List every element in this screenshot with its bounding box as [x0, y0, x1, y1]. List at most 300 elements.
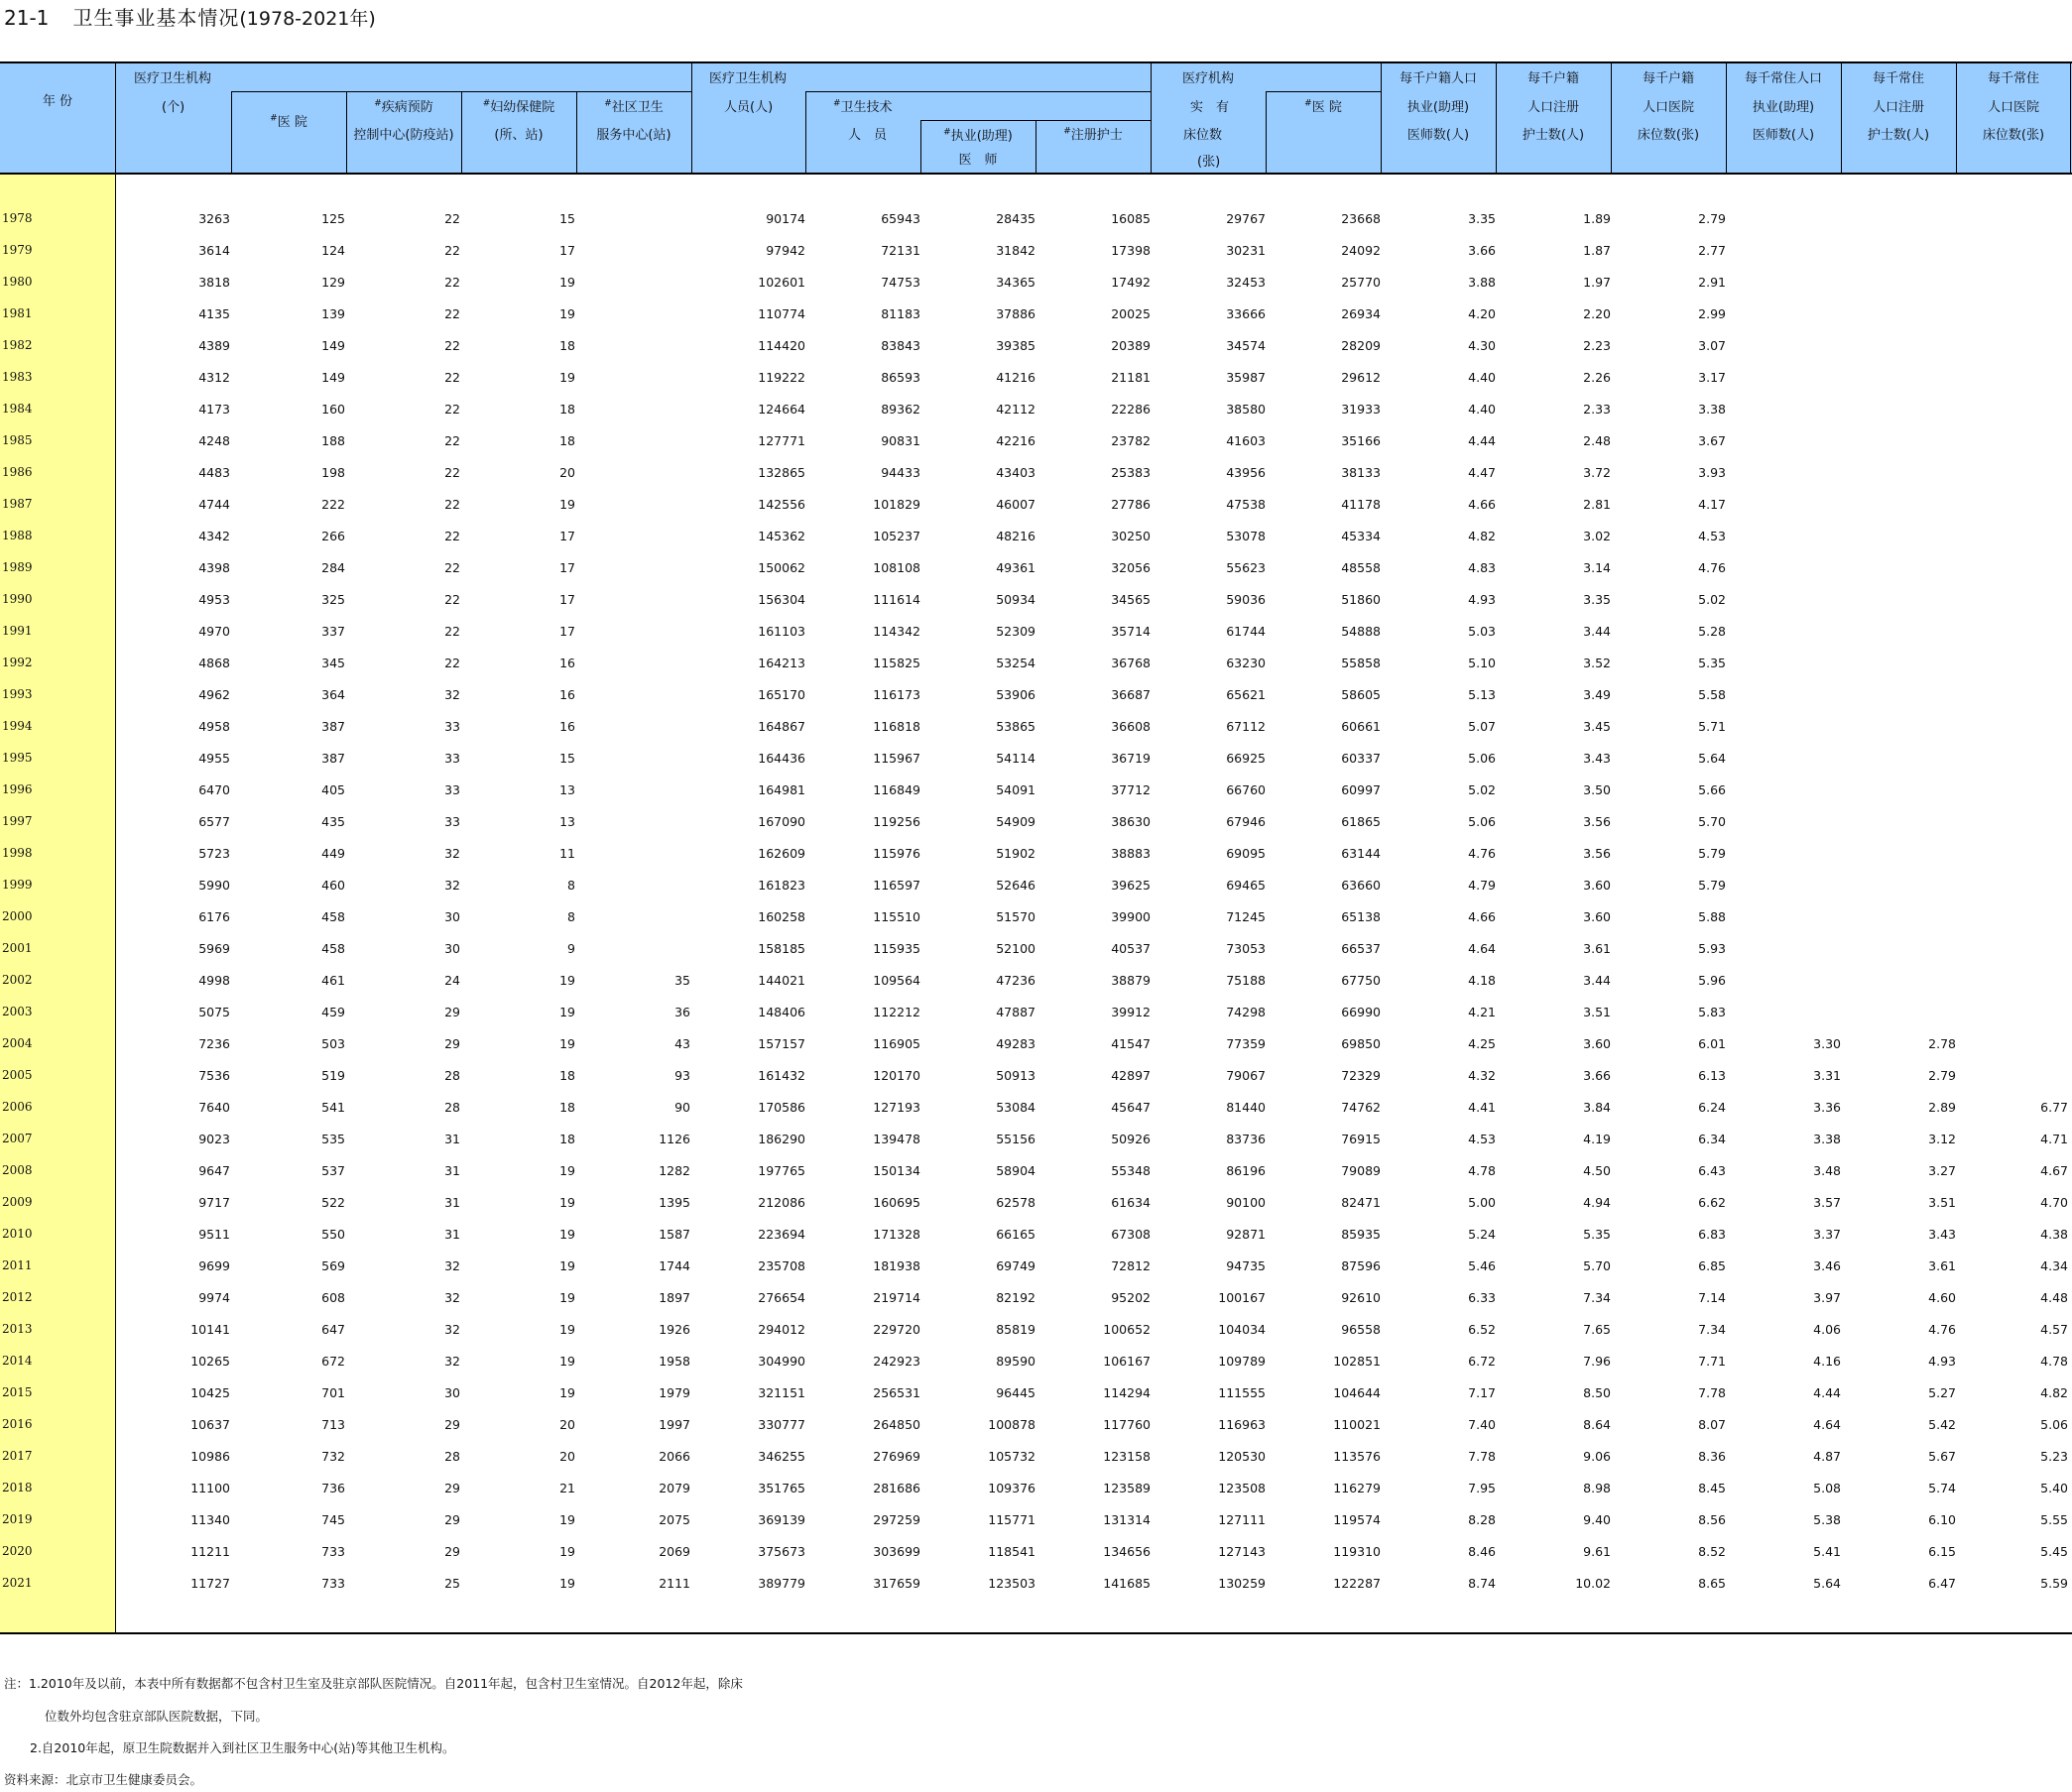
- table-cell: 30: [444, 941, 460, 956]
- table-cell: 66925: [1226, 751, 1266, 766]
- table-cell: 158185: [758, 941, 805, 956]
- table-cell: 4.66: [1468, 497, 1496, 512]
- table-cell: 17: [559, 592, 575, 607]
- row-year: 1991: [2, 624, 33, 638]
- row-year: 1983: [2, 370, 33, 384]
- table-cell: 1395: [659, 1195, 690, 1210]
- table-cell: 94735: [1226, 1258, 1266, 1273]
- table-cell: 2.26: [1583, 370, 1611, 385]
- table-cell: 38630: [1111, 814, 1151, 829]
- table-cell: 32: [444, 1322, 460, 1337]
- table-cell: 5.23: [2040, 1449, 2068, 1464]
- table-cell: 20: [559, 465, 575, 480]
- row-year: 1994: [2, 719, 33, 733]
- table-cell: 34574: [1226, 338, 1266, 353]
- row-year: 2014: [2, 1354, 33, 1368]
- table-cell: 36608: [1111, 719, 1151, 734]
- table-cell: 72329: [1341, 1068, 1381, 1083]
- table-cell: 117760: [1103, 1417, 1151, 1432]
- table-cell: 9: [567, 941, 575, 956]
- header-res-beds-per-1000-line2: 人口医院: [1987, 100, 2039, 115]
- table-cell: 161823: [758, 878, 805, 893]
- table-cell: 5.88: [1698, 909, 1726, 924]
- table-cell: 90174: [766, 211, 805, 226]
- table-cell: 29767: [1226, 211, 1266, 226]
- table-cell: 5.46: [1468, 1258, 1496, 1273]
- table-cell: 16: [559, 719, 575, 734]
- table-cell: 18: [559, 1068, 575, 1083]
- table-cell: 9.61: [1583, 1544, 1611, 1559]
- table-cell: 5.55: [2040, 1512, 2068, 1527]
- table-cell: 6577: [198, 814, 230, 829]
- header-res-doctors-per-1000: 每千常住人口: [1744, 71, 1822, 86]
- table-cell: 9.06: [1583, 1449, 1611, 1464]
- table-cell: 8.07: [1698, 1417, 1726, 1432]
- row-year: 2009: [2, 1195, 33, 1209]
- table-cell: 74298: [1226, 1005, 1266, 1019]
- table-cell: 4.94: [1583, 1195, 1611, 1210]
- table-cell: 60661: [1341, 719, 1381, 734]
- table-cell: 229720: [873, 1322, 920, 1337]
- table-cell: 5.79: [1698, 878, 1726, 893]
- table-cell: 242923: [873, 1354, 920, 1369]
- table-cell: 72812: [1111, 1258, 1151, 1273]
- table-cell: 131314: [1103, 1512, 1151, 1527]
- table-cell: 30: [444, 909, 460, 924]
- table-cell: 3.61: [1583, 941, 1611, 956]
- table-cell: 345: [321, 656, 345, 670]
- table-cell: 458: [321, 941, 345, 956]
- table-cell: 36: [674, 1005, 690, 1019]
- table-cell: 4389: [198, 338, 230, 353]
- table-cell: 30250: [1111, 529, 1151, 543]
- table-cell: 35166: [1341, 433, 1381, 448]
- table-cell: 4.78: [1468, 1163, 1496, 1178]
- table-cell: 25: [444, 1576, 460, 1591]
- row-year: 2013: [2, 1322, 33, 1336]
- table-cell: 139: [321, 306, 345, 321]
- table-cell: 4.47: [1468, 465, 1496, 480]
- table-cell: 144021: [758, 973, 805, 988]
- table-cell: 4483: [198, 465, 230, 480]
- table-cell: 60997: [1341, 782, 1381, 797]
- header-staff: 医疗卫生机构: [709, 71, 788, 86]
- table-cell: 120530: [1218, 1449, 1266, 1464]
- table-cell: 170586: [758, 1100, 805, 1115]
- table-cell: 5.83: [1698, 1005, 1726, 1019]
- table-cell: 92610: [1341, 1290, 1381, 1305]
- table-cell: 2.89: [1928, 1100, 1956, 1115]
- table-cell: 4.53: [1698, 529, 1726, 543]
- table-cell: 4.50: [1583, 1163, 1611, 1178]
- table-cell: 53906: [996, 687, 1036, 702]
- table-cell: 116849: [873, 782, 920, 797]
- footnote-2: 2.自2010年起，原卫生院数据并入到社区卫生服务中心(站)等其他卫生机构。: [30, 1740, 455, 1755]
- table-cell: 150134: [873, 1163, 920, 1178]
- table-cell: 304990: [758, 1354, 805, 1369]
- table-cell: 18: [559, 433, 575, 448]
- table-cell: 116963: [1218, 1417, 1266, 1432]
- table-cell: 3.97: [1813, 1290, 1841, 1305]
- table-cell: 54091: [996, 782, 1036, 797]
- table-cell: 85819: [996, 1322, 1036, 1337]
- table-cell: 116905: [873, 1036, 920, 1051]
- table-cell: 22: [444, 529, 460, 543]
- table-cell: 161103: [758, 624, 805, 639]
- table-cell: 36687: [1111, 687, 1151, 702]
- table-cell: 32: [444, 687, 460, 702]
- table-cell: 5.96: [1698, 973, 1726, 988]
- table-cell: 38133: [1341, 465, 1381, 480]
- table-cell: 5990: [198, 878, 230, 893]
- table-cell: 95202: [1111, 1290, 1151, 1305]
- table-cell: 4.76: [1698, 560, 1726, 575]
- table-cell: 86593: [881, 370, 920, 385]
- row-year: 1987: [2, 497, 33, 511]
- table-cell: 31: [444, 1163, 460, 1178]
- table-cell: 24092: [1341, 243, 1381, 258]
- table-cell: 149: [321, 370, 345, 385]
- table-cell: 4.64: [1468, 941, 1496, 956]
- table-cell: 7640: [198, 1100, 230, 1115]
- table-cell: 647: [321, 1322, 345, 1337]
- table-cell: 46007: [996, 497, 1036, 512]
- table-cell: 67112: [1226, 719, 1266, 734]
- table-cell: 19: [559, 370, 575, 385]
- table-cell: 65943: [881, 211, 920, 226]
- row-year: 2021: [2, 1576, 33, 1590]
- table-cell: 3.07: [1698, 338, 1726, 353]
- row-year: 2007: [2, 1132, 33, 1145]
- table-cell: 66760: [1226, 782, 1266, 797]
- table-cell: 22: [444, 433, 460, 448]
- table-cell: 519: [321, 1068, 345, 1083]
- table-cell: 45647: [1111, 1100, 1151, 1115]
- table-cell: 4.40: [1468, 370, 1496, 385]
- table-cell: 71245: [1226, 909, 1266, 924]
- table-cell: 2079: [659, 1481, 690, 1495]
- table-cell: 32056: [1111, 560, 1151, 575]
- table-cell: 171328: [873, 1227, 920, 1242]
- table-cell: 2069: [659, 1544, 690, 1559]
- header-reg-doctors-per-1000: 每千户籍人口: [1399, 71, 1477, 86]
- table-cell: 4342: [198, 529, 230, 543]
- table-cell: 34565: [1111, 592, 1151, 607]
- header-reg-beds-per-1000: 每千户籍: [1642, 71, 1694, 86]
- table-cell: 106167: [1103, 1354, 1151, 1369]
- table-cell: 745: [321, 1512, 345, 1527]
- table-cell: 20025: [1111, 306, 1151, 321]
- table-cell: 4.71: [2040, 1132, 2068, 1146]
- table-cell: 3.44: [1583, 973, 1611, 988]
- table-cell: 2.79: [1698, 211, 1726, 226]
- table-cell: 364: [321, 687, 345, 702]
- header-reg-beds-per-1000-line3: 床位数(张): [1637, 128, 1700, 143]
- table-cell: 7.71: [1698, 1354, 1726, 1369]
- table-cell: 148406: [758, 1005, 805, 1019]
- table-cell: 4.78: [2040, 1354, 2068, 1369]
- table-cell: 116597: [873, 878, 920, 893]
- table-cell: 134656: [1103, 1544, 1151, 1559]
- table-cell: 119222: [758, 370, 805, 385]
- table-cell: 17: [559, 560, 575, 575]
- table-cell: 111555: [1218, 1385, 1266, 1400]
- header-subline-staff: [805, 91, 1151, 92]
- row-year: 1995: [2, 751, 33, 765]
- table-cell: 1126: [659, 1132, 690, 1146]
- table-cell: 63660: [1341, 878, 1381, 893]
- table-cell: 105237: [873, 529, 920, 543]
- table-cell: 19: [559, 1544, 575, 1559]
- table-cell: 32: [444, 878, 460, 893]
- table-cell: 115825: [873, 656, 920, 670]
- table-cell: 32: [444, 1258, 460, 1273]
- table-cell: 41603: [1226, 433, 1266, 448]
- row-year: 1997: [2, 814, 33, 828]
- header-top-border: [0, 61, 2072, 63]
- table-cell: 32: [444, 846, 460, 861]
- table-cell: 130259: [1218, 1576, 1266, 1591]
- table-cell: 5723: [198, 846, 230, 861]
- table-cell: 113576: [1333, 1449, 1381, 1464]
- table-cell: 197765: [758, 1163, 805, 1178]
- data-source: 资料来源：北京市卫生健康委员会。: [4, 1772, 203, 1787]
- table-cell: 100652: [1103, 1322, 1151, 1337]
- table-cell: 50934: [996, 592, 1036, 607]
- table-cell: 54114: [996, 751, 1036, 766]
- table-cell: 2.81: [1583, 497, 1611, 512]
- table-cell: 53254: [996, 656, 1036, 670]
- table-cell: 75188: [1226, 973, 1266, 988]
- table-cell: 3.14: [1583, 560, 1611, 575]
- header-year: 年 份: [42, 94, 73, 109]
- row-year: 2018: [2, 1481, 33, 1494]
- table-cell: 3.12: [1928, 1132, 1956, 1146]
- table-cell: 10.02: [1575, 1576, 1611, 1591]
- table-cell: 6.15: [1928, 1544, 1956, 1559]
- table-cell: 19: [559, 497, 575, 512]
- table-cell: 4.93: [1928, 1354, 1956, 1369]
- table-cell: 21: [559, 1481, 575, 1495]
- table-cell: 6.62: [1698, 1195, 1726, 1210]
- table-cell: 9717: [198, 1195, 230, 1210]
- table-cell: 4.19: [1583, 1132, 1611, 1146]
- table-cell: 165170: [758, 687, 805, 702]
- table-cell: 2.79: [1928, 1068, 1956, 1083]
- table-cell: 461: [321, 973, 345, 988]
- table-cell: 164981: [758, 782, 805, 797]
- table-cell: 90100: [1226, 1195, 1266, 1210]
- table-cell: 186290: [758, 1132, 805, 1146]
- table-cell: 16: [559, 656, 575, 670]
- table-cell: 4.76: [1468, 846, 1496, 861]
- table-cell: 109564: [873, 973, 920, 988]
- table-cell: 24: [444, 973, 460, 988]
- table-cell: 3.46: [1813, 1258, 1841, 1273]
- table-cell: 5.02: [1698, 592, 1726, 607]
- table-cell: 3.38: [1698, 402, 1726, 417]
- table-cell: 2.20: [1583, 306, 1611, 321]
- table-cell: 139478: [873, 1132, 920, 1146]
- table-cell: 387: [321, 751, 345, 766]
- table-cell: 32453: [1226, 275, 1266, 290]
- table-cell: 4.32: [1468, 1068, 1496, 1083]
- table-cell: 4.20: [1468, 306, 1496, 321]
- table-cell: 149: [321, 338, 345, 353]
- table-cell: 92871: [1226, 1227, 1266, 1242]
- table-cell: 39385: [996, 338, 1036, 353]
- table-cell: 22: [444, 243, 460, 258]
- table-cell: 69850: [1341, 1036, 1381, 1051]
- table-cell: 4.40: [1468, 402, 1496, 417]
- table-cell: 67946: [1226, 814, 1266, 829]
- table-cell: 25383: [1111, 465, 1151, 480]
- table-cell: 19: [559, 1195, 575, 1210]
- table-cell: 3.48: [1813, 1163, 1841, 1178]
- table-cell: 1958: [659, 1354, 690, 1369]
- table-cell: 5.10: [1468, 656, 1496, 670]
- table-cell: 6.33: [1468, 1290, 1496, 1305]
- table-cell: 3.56: [1583, 814, 1611, 829]
- table-cell: 33: [444, 814, 460, 829]
- table-cell: 6.85: [1698, 1258, 1726, 1273]
- table-cell: 3.51: [1583, 1005, 1611, 1019]
- table-cell: 66537: [1341, 941, 1381, 956]
- row-year: 1980: [2, 275, 33, 289]
- table-cell: 713: [321, 1417, 345, 1432]
- row-year: 2000: [2, 909, 33, 923]
- table-cell: 235708: [758, 1258, 805, 1273]
- table-cell: 21181: [1111, 370, 1151, 385]
- table-cell: 160: [321, 402, 345, 417]
- header-tech: #卫生技术: [833, 98, 893, 115]
- row-year: 2016: [2, 1417, 33, 1431]
- table-cell: 4868: [198, 656, 230, 670]
- header-reg-doctors-per-1000-line2: 执业(助理): [1406, 100, 1470, 115]
- table-cell: 2.78: [1928, 1036, 1956, 1051]
- table-cell: 19: [559, 1227, 575, 1242]
- table-cell: 51570: [996, 909, 1036, 924]
- table-cell: 72131: [881, 243, 920, 258]
- row-year: 1998: [2, 846, 33, 860]
- table-cell: 115967: [873, 751, 920, 766]
- table-cell: 3.84: [1583, 1100, 1611, 1115]
- table-cell: 31: [444, 1132, 460, 1146]
- table-cell: 31: [444, 1195, 460, 1210]
- row-year: 1989: [2, 560, 33, 574]
- table-cell: 4.70: [2040, 1195, 2068, 1210]
- table-cell: 22: [444, 338, 460, 353]
- table-cell: 29: [444, 1005, 460, 1019]
- table-cell: 9974: [198, 1290, 230, 1305]
- table-cell: 5.71: [1698, 719, 1726, 734]
- table-cell: 47236: [996, 973, 1036, 988]
- table-cell: 38883: [1111, 846, 1151, 861]
- table-cell: 3.67: [1698, 433, 1726, 448]
- table-cell: 3614: [198, 243, 230, 258]
- row-year: 2012: [2, 1290, 33, 1304]
- table-cell: 3.72: [1583, 465, 1611, 480]
- table-cell: 124664: [758, 402, 805, 417]
- table-cell: 83736: [1226, 1132, 1266, 1146]
- table-cell: 3818: [198, 275, 230, 290]
- table-cell: 115976: [873, 846, 920, 861]
- table-cell: 102601: [758, 275, 805, 290]
- table-cell: 49361: [996, 560, 1036, 575]
- table-cell: 82192: [996, 1290, 1036, 1305]
- table-cell: 4.21: [1468, 1005, 1496, 1019]
- table-cell: 127193: [873, 1100, 920, 1115]
- table-cell: 733: [321, 1576, 345, 1591]
- table-cell: 387: [321, 719, 345, 734]
- row-year: 2003: [2, 1005, 33, 1018]
- row-year: 2004: [2, 1036, 33, 1050]
- table-cell: 297259: [873, 1512, 920, 1527]
- header-res-nurses-per-1000-line3: 护士数(人): [1867, 128, 1930, 143]
- table-cell: 181938: [873, 1258, 920, 1273]
- table-cell: 330777: [758, 1417, 805, 1432]
- table-cell: 35: [674, 973, 690, 988]
- table-cell: 222: [321, 497, 345, 512]
- table-cell: 701: [321, 1385, 345, 1400]
- table-cell: 55858: [1341, 656, 1381, 670]
- table-cell: 4.57: [2040, 1322, 2068, 1337]
- row-year: 2019: [2, 1512, 33, 1526]
- table-cell: 81440: [1226, 1100, 1266, 1115]
- table-cell: 127771: [758, 433, 805, 448]
- table-cell: 123508: [1218, 1481, 1266, 1495]
- table-cell: 55623: [1226, 560, 1266, 575]
- table-cell: 7.78: [1698, 1385, 1726, 1400]
- table-cell: 38879: [1111, 973, 1151, 988]
- table-cell: 375673: [758, 1544, 805, 1559]
- table-cell: 5.70: [1583, 1258, 1611, 1273]
- table-cell: 6.72: [1468, 1354, 1496, 1369]
- table-cell: 10425: [190, 1385, 230, 1400]
- table-cell: 94433: [881, 465, 920, 480]
- table-cell: 8.64: [1583, 1417, 1611, 1432]
- table-cell: 10986: [190, 1449, 230, 1464]
- table-cell: 325: [321, 592, 345, 607]
- table-cell: 19: [559, 973, 575, 988]
- table-cell: 67308: [1111, 1227, 1151, 1242]
- table-cell: 4.44: [1813, 1385, 1841, 1400]
- table-cell: 8.52: [1698, 1544, 1726, 1559]
- table-cell: 97942: [766, 243, 805, 258]
- header-institutions: 医疗卫生机构: [134, 71, 212, 86]
- table-cell: 41216: [996, 370, 1036, 385]
- table-cell: 38580: [1226, 402, 1266, 417]
- table-cell: 81183: [881, 306, 920, 321]
- table-cell: 42112: [996, 402, 1036, 417]
- header-reg-doctors-per-1000-line3: 医师数(人): [1406, 128, 1470, 143]
- table-cell: 3.57: [1813, 1195, 1841, 1210]
- table-cell: 4955: [198, 751, 230, 766]
- row-year: 2015: [2, 1385, 33, 1399]
- table-cell: 22: [444, 465, 460, 480]
- table-cell: 53078: [1226, 529, 1266, 543]
- table-cell: 123589: [1103, 1481, 1151, 1495]
- table-cell: 127111: [1218, 1512, 1266, 1527]
- table-cell: 25770: [1341, 275, 1381, 290]
- table-cell: 104034: [1218, 1322, 1266, 1337]
- table-cell: 42216: [996, 433, 1036, 448]
- table-cell: 37712: [1111, 782, 1151, 797]
- table-cell: 30231: [1226, 243, 1266, 258]
- table-cell: 537: [321, 1163, 345, 1178]
- table-cell: 22: [444, 370, 460, 385]
- table-cell: 28: [444, 1449, 460, 1464]
